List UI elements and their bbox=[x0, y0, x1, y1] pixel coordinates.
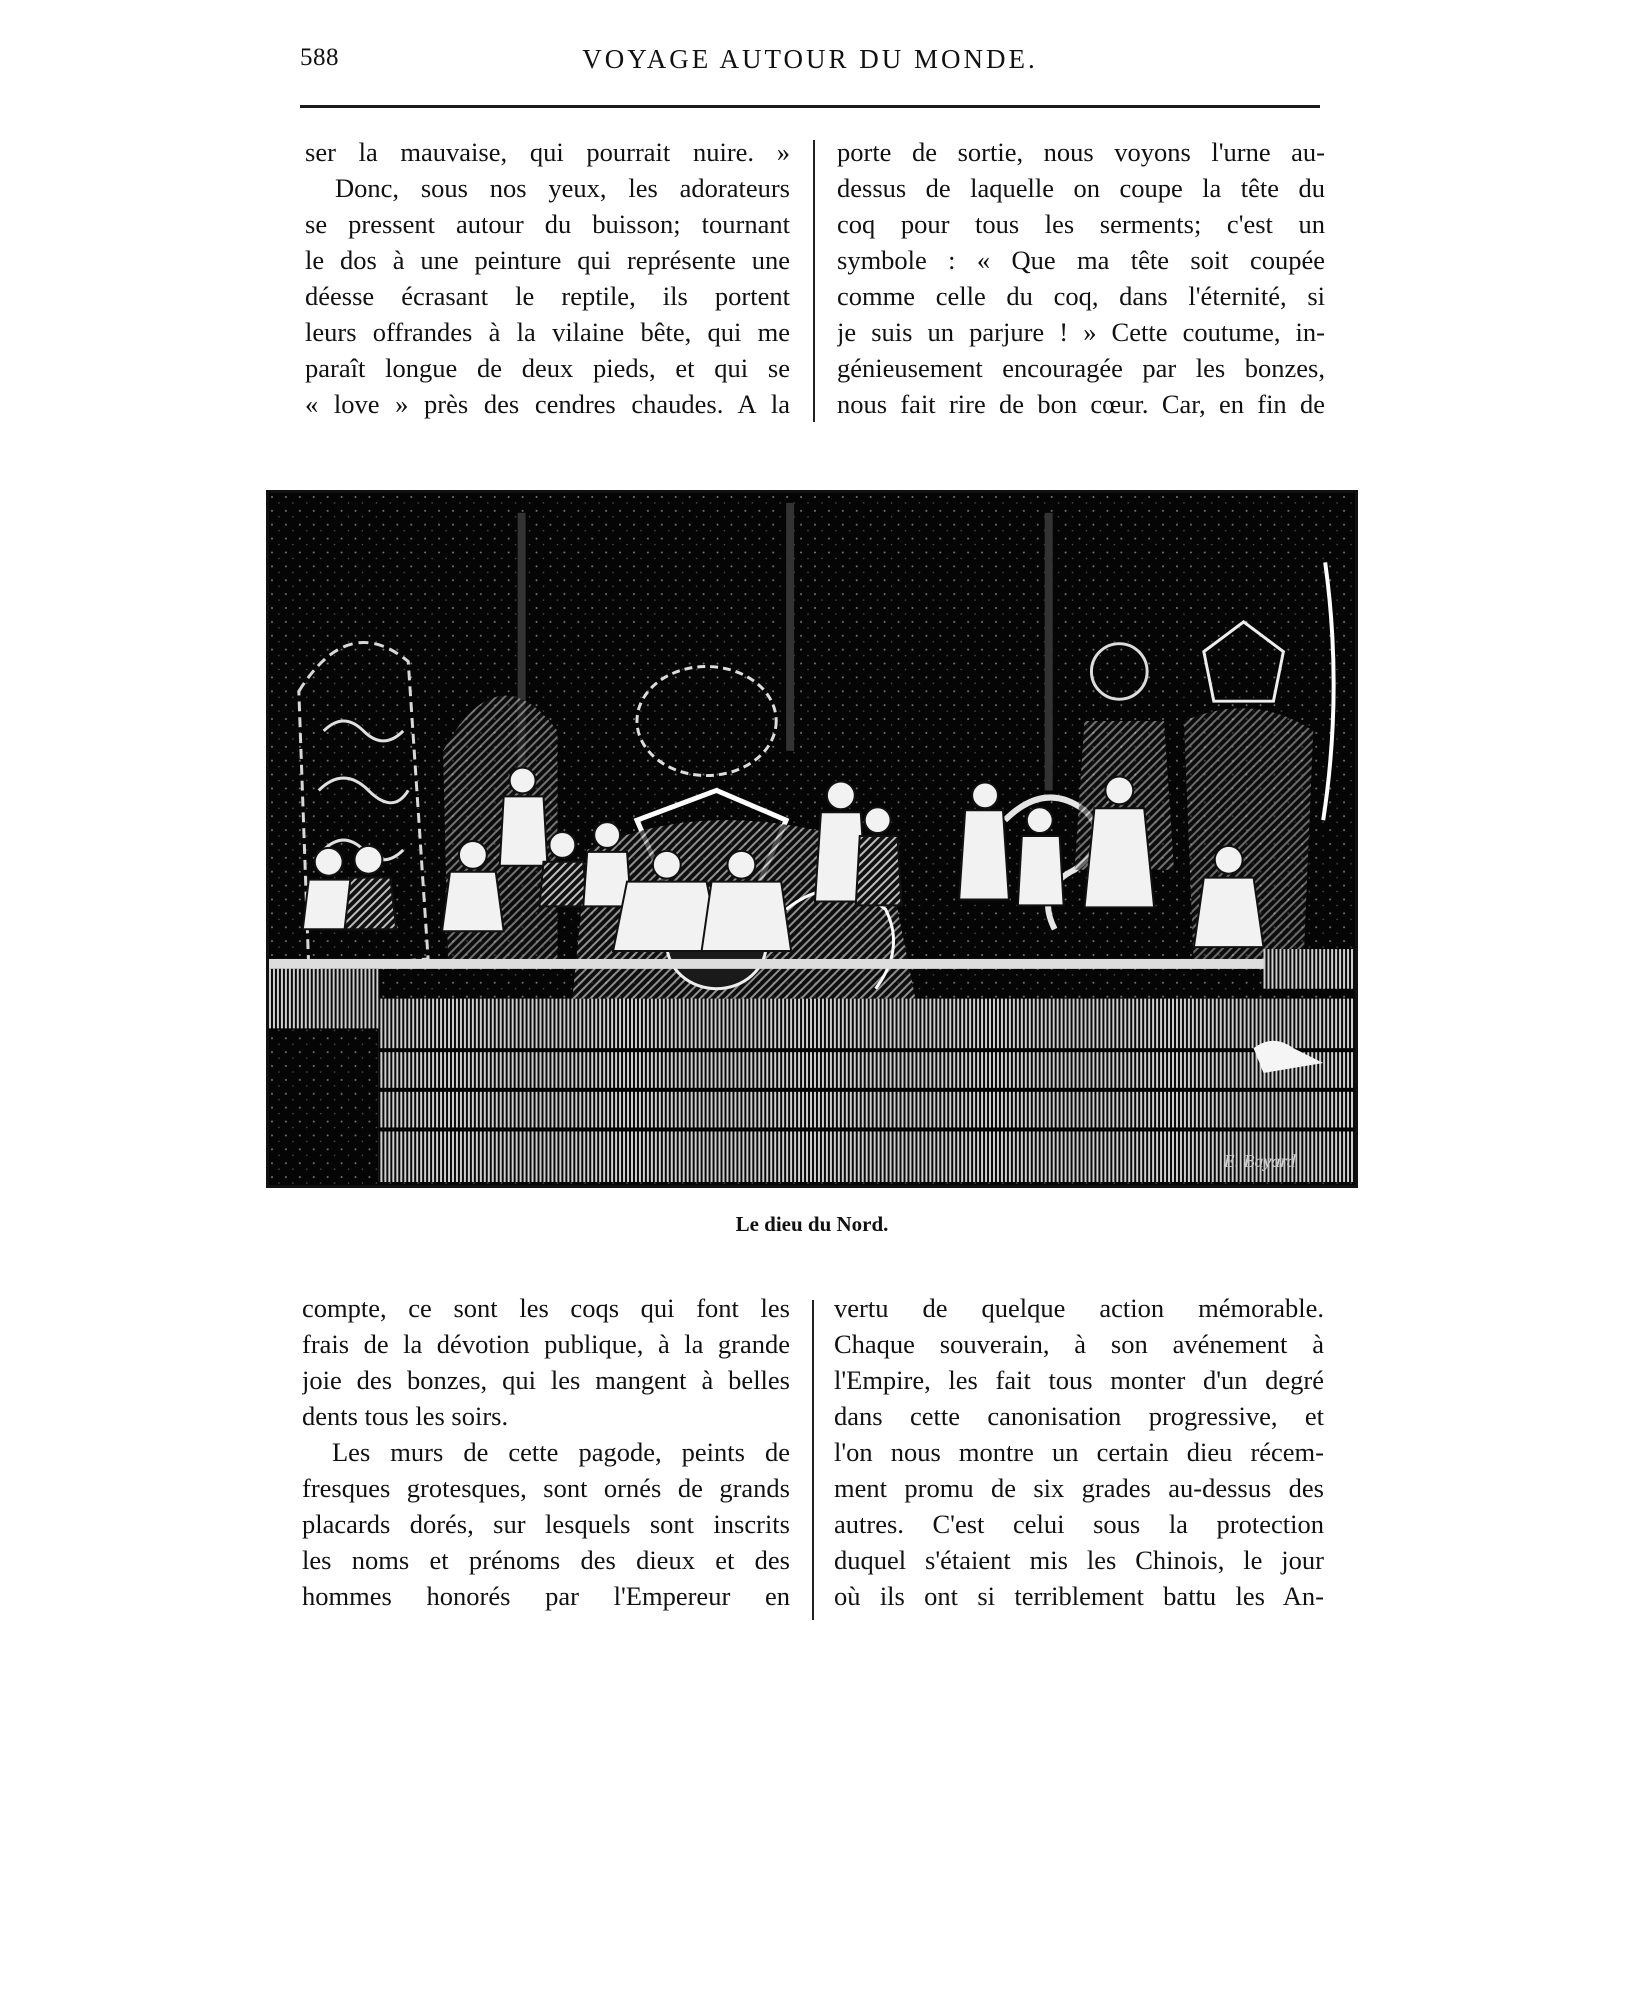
text-line: où ils ont si terriblement battu les An- bbox=[834, 1581, 1324, 1611]
text-line: hommes honorés par l'Empereur en bbox=[302, 1581, 790, 1611]
text-line: joie des bonzes, qui les mangent à belles bbox=[302, 1365, 790, 1395]
bottom-right-column bbox=[834, 1290, 1324, 1614]
text-line: Donc, sous nos yeux, les adorateurs bbox=[335, 173, 790, 203]
text-line: vertu de quelque action mémorable. bbox=[834, 1293, 1324, 1323]
text-line: ser la mauvaise, qui pourrait nuire. » bbox=[305, 137, 790, 167]
column-divider bbox=[812, 1300, 814, 1620]
text-line: l'on nous montre un certain dieu récem- bbox=[834, 1437, 1324, 1467]
text-line: génieusement encouragée par les bonzes, bbox=[837, 353, 1325, 383]
header-rule bbox=[300, 105, 1320, 108]
text-line: le dos à une peinture qui représente une bbox=[305, 245, 790, 275]
bottom-left-column bbox=[302, 1290, 790, 1614]
text-line: fresques grotesques, sont ornés de grands bbox=[302, 1473, 790, 1503]
text-line: coq pour tous les serments; c'est un bbox=[837, 209, 1325, 239]
text-line: placards dorés, sur lesquels sont inscrits bbox=[302, 1509, 790, 1539]
text-line: leurs offrandes à la vilaine bête, qui me bbox=[305, 317, 790, 347]
text-line: Les murs de cette pagode, peints de bbox=[332, 1437, 790, 1467]
column-divider bbox=[813, 140, 815, 422]
text-line: je suis un parjure ! » Cette coutume, in- bbox=[837, 317, 1325, 347]
text-line: compte, ce sont les coqs qui font les bbox=[302, 1293, 790, 1323]
text-line: dans cette canonisation progressive, et bbox=[834, 1401, 1324, 1431]
text-line: l'Empire, les fait tous monter d'un degré bbox=[834, 1365, 1324, 1395]
text-line: frais de la dévotion publique, à la grande bbox=[302, 1329, 790, 1359]
page-number: 588 bbox=[300, 44, 339, 71]
text-line: déesse écrasant le reptile, ils portent bbox=[305, 281, 790, 311]
text-line: se pressent autour du buisson; tournant bbox=[305, 209, 790, 239]
text-line: nous fait rire de bon cœur. Car, en fin de bbox=[837, 389, 1325, 419]
temple-deity-engraving-icon bbox=[269, 493, 1355, 1185]
page-header bbox=[300, 44, 1320, 84]
text-line: les noms et prénoms des dieux et des bbox=[302, 1545, 790, 1575]
svg-text:E. Bayard: E. Bayard bbox=[1223, 1151, 1296, 1172]
top-left-column bbox=[305, 134, 790, 422]
running-title: VOYAGE AUTOUR DU MONDE. bbox=[582, 44, 1038, 74]
text-line: comme celle du coq, dans l'éternité, si bbox=[837, 281, 1325, 311]
text-line: autres. C'est celui sous la protection bbox=[834, 1509, 1324, 1539]
figure-caption: Le dieu du Nord. bbox=[735, 1212, 889, 1236]
text-line: « love » près des cendres chaudes. A la bbox=[305, 389, 790, 419]
text-line: paraît longue de deux pieds, et qui se bbox=[305, 353, 790, 383]
engraving-illustration bbox=[266, 490, 1358, 1188]
top-right-column bbox=[837, 134, 1325, 422]
text-line: symbole : « Que ma tête soit coupée bbox=[837, 245, 1325, 275]
text-line: dessus de laquelle on coupe la tête du bbox=[837, 173, 1325, 203]
text-line: duquel s'étaient mis les Chinois, le jour bbox=[834, 1545, 1324, 1575]
text-line: dents tous les soirs. bbox=[302, 1401, 509, 1431]
text-line: ment promu de six grades au-dessus des bbox=[834, 1473, 1324, 1503]
text-line: porte de sortie, nous voyons l'urne au- bbox=[837, 137, 1325, 167]
text-line: Chaque souverain, à son avénement à bbox=[834, 1329, 1324, 1359]
